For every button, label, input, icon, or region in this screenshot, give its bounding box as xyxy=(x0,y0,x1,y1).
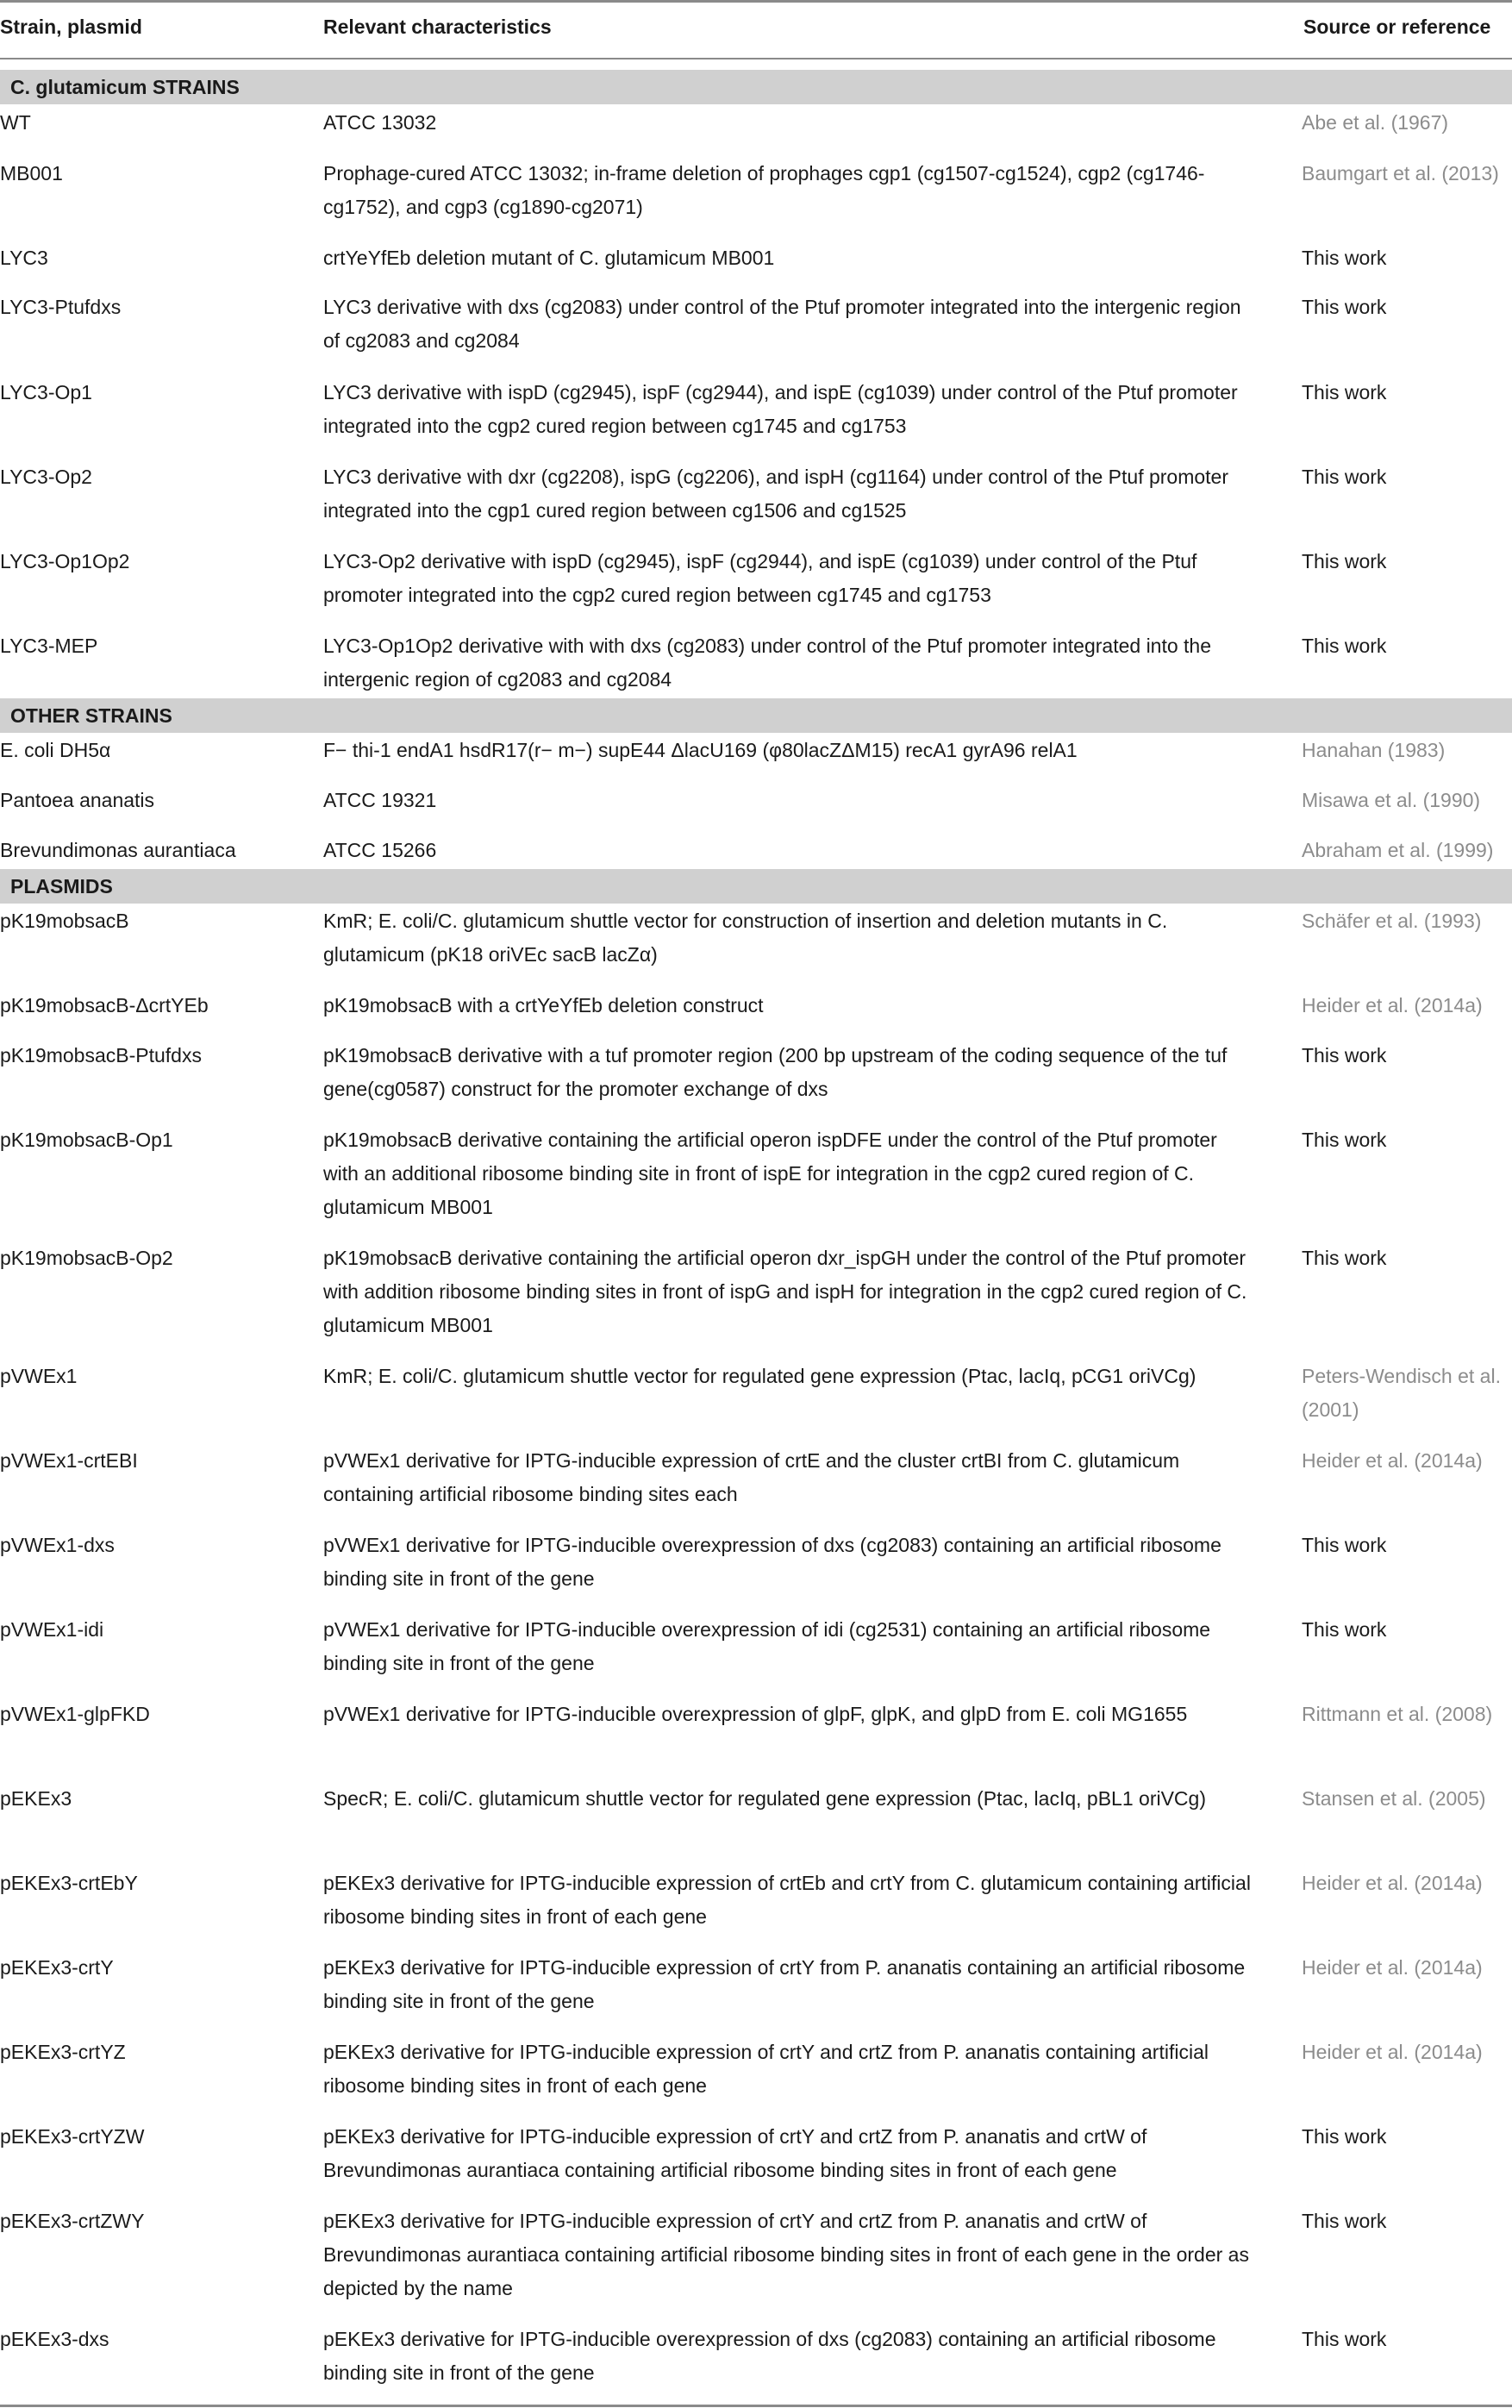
strain-plasmid-name: pK19mobsacB-Ptufdxs xyxy=(0,1044,202,1066)
strain-plasmid-name: WT xyxy=(0,111,31,134)
strain-plasmid-name: pEKEx3-crtEbY xyxy=(0,1872,138,1894)
source-reference: This work xyxy=(1302,381,1387,403)
relevant-characteristics: crtYeYfEb deletion mutant of C. glutamicum MB001 xyxy=(323,247,775,269)
strain-plasmid-name: pVWEx1-crtEBI xyxy=(0,1449,138,1472)
source-reference: This work xyxy=(1302,247,1387,269)
relevant-characteristics: pEKEx3 derivative for IPTG-inducible overexpression of dxs (cg2083) containing an artificial ribosome binding site in front of the gene xyxy=(323,2328,1216,2384)
header-bottom-rule xyxy=(0,58,1512,59)
relevant-characteristics: SpecR; E. coli/C. glutamicum shuttle vector for regulated gene expression (Ptac, lacIq, pBL1 oriVCg) xyxy=(323,1787,1206,1810)
relevant-characteristics: pVWEx1 derivative for IPTG-inducible expression of crtE and the cluster crtBI from C. glutamicum containing artificial ribosome binding sites each xyxy=(323,1449,1180,1505)
strain-plasmid-name: pK19mobsacB xyxy=(0,910,129,932)
relevant-characteristics: pK19mobsacB derivative with a tuf promoter region (200 bp upstream of the coding sequence of the tuf gene(cg0587) construct for the promoter exchange of dxs xyxy=(323,1044,1228,1100)
source-reference: Abraham et al. (1999) xyxy=(1302,839,1494,861)
relevant-characteristics: pVWEx1 derivative for IPTG-inducible overexpression of idi (cg2531) containing an artificial ribosome binding site in front of the gene xyxy=(323,1618,1211,1674)
strain-plasmid-name: pEKEx3-crtY xyxy=(0,1956,114,1979)
source-reference: Heider et al. (2014a) xyxy=(1302,994,1483,1016)
source-reference: This work xyxy=(1302,466,1387,488)
source-reference: This work xyxy=(1302,2328,1387,2350)
source-reference: Heider et al. (2014a) xyxy=(1302,1872,1483,1894)
strain-plasmid-name: E. coli DH5α xyxy=(0,739,111,761)
header-relevant-characteristics: Relevant characteristics xyxy=(323,16,552,38)
strain-plasmid-name: Pantoea ananatis xyxy=(0,789,155,811)
strain-plasmid-name: pVWEx1-dxs xyxy=(0,1534,115,1556)
relevant-characteristics: pEKEx3 derivative for IPTG-inducible expression of crtY and crtZ from P. ananatis containing artificial ribosome binding sites in front of each gene xyxy=(323,2041,1209,2097)
source-reference: Schäfer et al. (1993) xyxy=(1302,910,1482,932)
strain-plasmid-name: Brevundimonas aurantiaca xyxy=(0,839,236,861)
relevant-characteristics: ATCC 19321 xyxy=(323,789,437,811)
strain-plasmid-name: pEKEx3-crtYZW xyxy=(0,2125,145,2148)
strain-plasmid-name: pK19mobsacB-Op1 xyxy=(0,1129,173,1151)
relevant-characteristics: pVWEx1 derivative for IPTG-inducible overexpression of glpF, glpK, and glpD from E. coli MG1655 xyxy=(323,1703,1188,1725)
relevant-characteristics: pEKEx3 derivative for IPTG-inducible expression of crtY and crtZ from P. ananatis and crtW of Brevundimonas aurantiaca containing artificial ribosome binding sites in front of each gene in the order as depicted by the name xyxy=(323,2210,1249,2299)
relevant-characteristics: pEKEx3 derivative for IPTG-inducible expression of crtY and crtZ from P. ananatis and crtW of Brevundimonas aurantiaca containing artificial ribosome binding sites in front of each gene xyxy=(323,2125,1147,2181)
source-reference: This work xyxy=(1302,2210,1387,2232)
source-reference: Misawa et al. (1990) xyxy=(1302,789,1481,811)
relevant-characteristics: pEKEx3 derivative for IPTG-inducible expression of crtEb and crtY from C. glutamicum containing artificial ribosome binding sites in front of each gene xyxy=(323,1872,1251,1928)
relevant-characteristics: Prophage-cured ATCC 13032; in-frame deletion of prophages cgp1 (cg1507-cg1524), cgp2 (cg1746-cg1752), and cgp3 (cg1890-cg2071) xyxy=(323,162,1205,218)
source-reference: This work xyxy=(1302,1129,1387,1151)
strain-plasmid-name: LYC3-Ptufdxs xyxy=(0,296,122,318)
source-reference: This work xyxy=(1302,1044,1387,1066)
source-reference: Heider et al. (2014a) xyxy=(1302,1449,1483,1472)
strain-plasmid-name: LYC3-MEP xyxy=(0,635,98,657)
relevant-characteristics: KmR; E. coli/C. glutamicum shuttle vector for construction of insertion and deletion mutants in C. glutamicum (pK18 oriVEc sacB lacZα) xyxy=(323,910,1168,966)
relevant-characteristics: LYC3-Op2 derivative with ispD (cg2945), ispF (cg2944), and ispE (cg1039) under control of the Ptuf promoter integrated into the cgp2 cured region between cg1745 and cg1753 xyxy=(323,550,1197,606)
strain-plasmid-name: pVWEx1-glpFKD xyxy=(0,1703,150,1725)
strain-plasmid-name: pVWEx1-idi xyxy=(0,1618,104,1641)
section-title: C. glutamicum STRAINS xyxy=(10,76,240,98)
section-header xyxy=(0,869,1512,904)
source-reference: This work xyxy=(1302,296,1387,318)
section-header xyxy=(0,70,1512,104)
relevant-characteristics: LYC3 derivative with dxr (cg2208), ispG (cg2206), and ispH (cg1164) under control of the Ptuf promoter integrated into the cgp1 cured region between cg1506 and cg1525 xyxy=(323,466,1229,522)
relevant-characteristics: KmR; E. coli/C. glutamicum shuttle vector for regulated gene expression (Ptac, lacIq, pCG1 oriVCg) xyxy=(323,1365,1196,1387)
relevant-characteristics: LYC3 derivative with dxs (cg2083) under control of the Ptuf promoter integrated into the intergenic region of cg2083 and cg2084 xyxy=(323,296,1241,352)
relevant-characteristics: pK19mobsacB derivative containing the artificial operon dxr_ispGH under the control of the Ptuf promoter with addition ribosome binding sites in front of ispG and ispH for integration in the cgp2 cured region of C. glutamicum MB001 xyxy=(323,1247,1247,1336)
source-reference: Hanahan (1983) xyxy=(1302,739,1446,761)
strain-plasmid-name: MB001 xyxy=(0,162,63,185)
header-top-rule xyxy=(0,0,1512,3)
strain-plasmid-name: LYC3-Op1 xyxy=(0,381,92,403)
strain-plasmid-name: pK19mobsacB-Op2 xyxy=(0,1247,173,1269)
strain-plasmid-name: pEKEx3-crtZWY xyxy=(0,2210,145,2232)
relevant-characteristics: LYC3 derivative with ispD (cg2945), ispF (cg2944), and ispE (cg1039) under control of the Ptuf promoter integrated into the cgp2 cured region between cg1745 and cg1753 xyxy=(323,381,1238,437)
section-header xyxy=(0,698,1512,733)
strain-plasmid-name: pEKEx3 xyxy=(0,1787,72,1810)
source-reference: Baumgart et al. (2013) xyxy=(1302,162,1499,185)
section-title: OTHER STRAINS xyxy=(10,704,172,727)
source-reference: This work xyxy=(1302,1618,1387,1641)
relevant-characteristics: ATCC 15266 xyxy=(323,839,437,861)
source-reference: This work xyxy=(1302,1534,1387,1556)
relevant-characteristics: pK19mobsacB derivative containing the artificial operon ispDFE under the control of the Ptuf promoter with an additional ribosome binding site in front of ispE for integration in the cgp2 cured region of C. glutamicum MB001 xyxy=(323,1129,1217,1218)
source-reference: Heider et al. (2014a) xyxy=(1302,1956,1483,1979)
table-bottom-rule xyxy=(0,2405,1512,2407)
source-reference: This work xyxy=(1302,550,1387,572)
header-strain-plasmid: Strain, plasmid xyxy=(0,16,142,38)
strain-plasmid-name: pEKEx3-crtYZ xyxy=(0,2041,126,2063)
section-title: PLASMIDS xyxy=(10,875,113,898)
strain-plasmid-name: pK19mobsacB-ΔcrtYEb xyxy=(0,994,209,1016)
strain-plasmid-name: LYC3 xyxy=(0,247,48,269)
source-reference: This work xyxy=(1302,635,1387,657)
strain-plasmid-name: LYC3-Op2 xyxy=(0,466,92,488)
relevant-characteristics: pK19mobsacB with a crtYeYfEb deletion construct xyxy=(323,994,764,1016)
source-reference: Heider et al. (2014a) xyxy=(1302,2041,1483,2063)
source-reference: Abe et al. (1967) xyxy=(1302,111,1449,134)
relevant-characteristics: LYC3-Op1Op2 derivative with with dxs (cg2083) under control of the Ptuf promoter integrated into the intergenic region of cg2083 and cg2084 xyxy=(323,635,1212,691)
source-reference: This work xyxy=(1302,1247,1387,1269)
relevant-characteristics: F− thi-1 endA1 hsdR17(r− m−) supE44 ΔlacU169 (φ80lacZΔM15) recA1 gyrA96 relA1 xyxy=(323,739,1078,761)
source-reference: Stansen et al. (2005) xyxy=(1302,1787,1486,1810)
strain-plasmid-name: pVWEx1 xyxy=(0,1365,78,1387)
strain-plasmid-name: pEKEx3-dxs xyxy=(0,2328,109,2350)
source-reference: Peters-Wendisch et al. (2001) xyxy=(1302,1365,1501,1421)
relevant-characteristics: pVWEx1 derivative for IPTG-inducible overexpression of dxs (cg2083) containing an artificial ribosome binding site in front of the gene xyxy=(323,1534,1221,1590)
strain-plasmid-name: LYC3-Op1Op2 xyxy=(0,550,130,572)
table-header xyxy=(0,0,1512,59)
source-reference: Rittmann et al. (2008) xyxy=(1302,1703,1493,1725)
header-source-reference: Source or reference xyxy=(1303,16,1491,38)
source-reference: This work xyxy=(1302,2125,1387,2148)
relevant-characteristics: ATCC 13032 xyxy=(323,111,437,134)
relevant-characteristics: pEKEx3 derivative for IPTG-inducible expression of crtY from P. ananatis containing an artificial ribosome binding site in front of the gene xyxy=(323,1956,1246,2012)
